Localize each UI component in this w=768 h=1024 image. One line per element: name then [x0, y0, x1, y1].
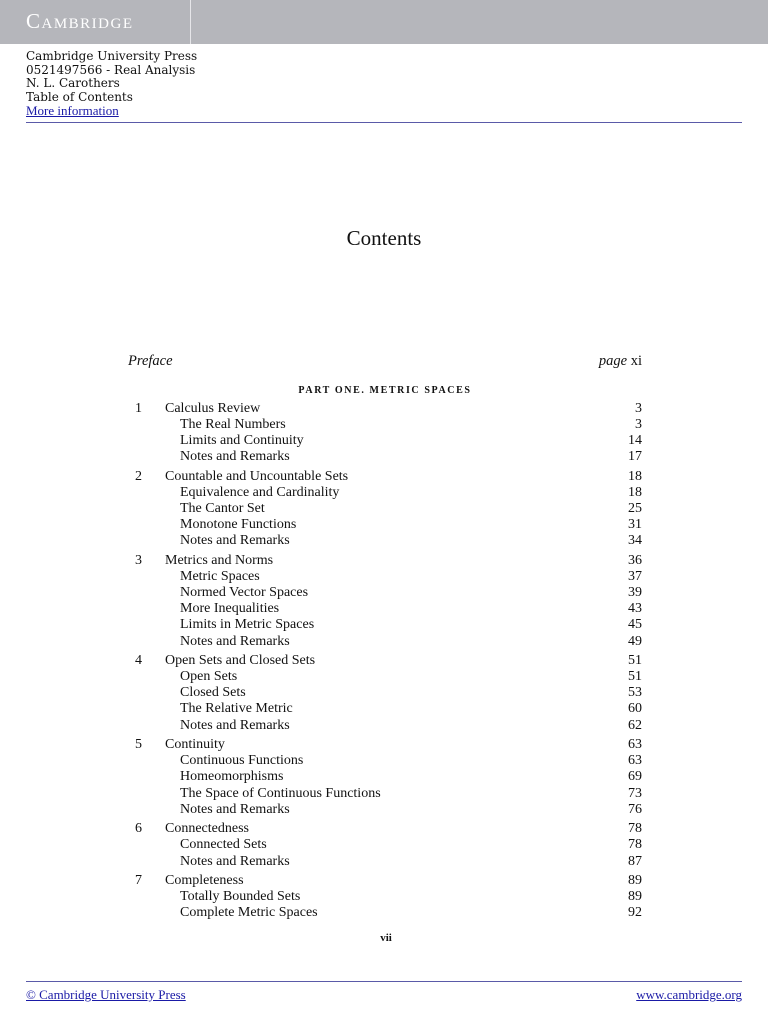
toc-chapter [128, 873, 642, 921]
section-page-number: 18 [628, 485, 642, 501]
section-title: More Inequalities [180, 601, 280, 617]
section-title: The Cantor Set [180, 501, 265, 517]
toc-section-row [128, 837, 642, 853]
chapter-number: 4 [135, 653, 142, 669]
section-title: Equivalence and Cardinality [180, 485, 340, 501]
chapter-number: 1 [135, 401, 142, 416]
toc-section-row [128, 433, 642, 449]
chapter-page-number: 3 [635, 401, 642, 416]
preface-page [599, 353, 642, 370]
toc-section-row [128, 634, 642, 650]
toc-section-row [128, 685, 642, 701]
toc-section-row [128, 769, 642, 785]
section-title: The Real Numbers [180, 417, 286, 433]
section-name: Table of Contents [26, 89, 133, 104]
section-page-number: 31 [628, 517, 642, 533]
toc-chapter [128, 469, 642, 549]
preface-title: Preface [128, 353, 173, 369]
chapter-page-number: 51 [628, 653, 642, 669]
toc-section-row [128, 701, 642, 717]
toc-chapter-row [128, 821, 642, 837]
section-page-number: 49 [628, 633, 642, 649]
more-information-link[interactable]: More information [26, 103, 119, 118]
section-page-number: 39 [628, 585, 642, 601]
chapter-title: Continuity [165, 737, 225, 753]
page-word: page [598, 353, 628, 369]
toc-chapter [128, 821, 642, 869]
section-page-number: 37 [628, 569, 642, 585]
footer-divider [26, 981, 742, 982]
chapter-number: 7 [135, 873, 142, 889]
section-title: Homeomorphisms [180, 769, 284, 785]
toc-section-row [128, 517, 642, 533]
section-page-number: 62 [628, 717, 642, 733]
section-title: Limits and Continuity [180, 433, 304, 449]
section-title: Notes and Remarks [180, 633, 290, 649]
chapter-title: Calculus Review [165, 401, 261, 416]
section-page-number: 69 [628, 769, 642, 785]
page-title: Contents [346, 226, 422, 250]
publisher-logo: Cambridge [26, 9, 134, 33]
chapter-page-number: 63 [628, 737, 642, 753]
section-title: The Space of Continuous Functions [180, 785, 381, 801]
toc-section-row [128, 533, 642, 549]
author: N. L. Carothers [26, 76, 120, 90]
section-page-number: 89 [628, 889, 642, 905]
toc-chapter-row [128, 469, 642, 485]
section-title: Complete Metric Spaces [180, 905, 318, 921]
toc-section-row [128, 449, 642, 465]
section-page-number: 78 [628, 837, 642, 853]
toc-section-row [128, 601, 642, 617]
section-page-number: 25 [628, 501, 642, 517]
section-title: Normed Vector Spaces [180, 585, 309, 601]
section-page-number: 87 [628, 853, 642, 869]
toc-chapter [128, 737, 642, 817]
toc-section-row [128, 753, 642, 769]
header-bar [0, 0, 768, 44]
section-page-number: 76 [628, 801, 642, 817]
toc-section-row [128, 417, 642, 433]
section-title: Monotone Functions [180, 517, 297, 533]
publisher-name: Cambridge University Press [26, 49, 198, 63]
website-link[interactable]: www.cambridge.org [636, 987, 742, 1002]
section-title: Limits in Metric Spaces [180, 617, 315, 633]
toc-chapter-row [128, 653, 642, 669]
toc-chapter [128, 401, 642, 465]
section-page-number: 45 [628, 617, 642, 633]
book-metadata [26, 50, 197, 119]
toc-section-row [128, 585, 642, 601]
section-page-number: 43 [628, 601, 642, 617]
section-page-number: 63 [628, 753, 642, 769]
toc-section-row [128, 569, 642, 585]
toc-section-row [128, 889, 642, 905]
chapter-page-number: 89 [628, 873, 642, 889]
toc-preface-row [128, 353, 642, 371]
section-page-number: 73 [628, 785, 642, 801]
section-title: Notes and Remarks [180, 853, 290, 869]
toc-section-row [128, 501, 642, 517]
page-folio: vii [380, 932, 392, 944]
chapter-number: 6 [135, 821, 142, 837]
preface-page-number: xi [630, 353, 642, 369]
toc-section-row [128, 786, 642, 802]
toc-section-row [128, 617, 642, 633]
section-title: Connected Sets [180, 837, 267, 853]
section-page-number: 17 [628, 449, 642, 465]
toc-section-row [128, 485, 642, 501]
toc-section-row [128, 854, 642, 870]
toc-chapter-row [128, 873, 642, 889]
section-title: Notes and Remarks [180, 449, 290, 465]
toc-chapter [128, 553, 642, 650]
toc-section-row [128, 669, 642, 685]
toc-chapter [128, 653, 642, 733]
part-heading: PART ONE. METRIC SPACES [298, 385, 472, 396]
section-title: The Relative Metric [180, 701, 293, 717]
header-divider [26, 122, 742, 123]
section-title: Notes and Remarks [180, 801, 290, 817]
chapter-title: Completeness [165, 873, 244, 889]
section-page-number: 92 [628, 905, 642, 921]
chapter-page-number: 36 [628, 553, 642, 569]
toc-section-row [128, 718, 642, 734]
section-title: Continuous Functions [180, 753, 304, 769]
toc-chapter-row [128, 401, 642, 417]
chapter-number: 3 [135, 553, 142, 569]
section-title: Totally Bounded Sets [180, 889, 301, 905]
section-page-number: 3 [635, 417, 642, 433]
section-title: Notes and Remarks [180, 533, 290, 549]
section-title: Closed Sets [180, 685, 246, 701]
chapter-number: 5 [135, 737, 142, 753]
chapter-title: Open Sets and Closed Sets [165, 653, 316, 669]
toc-section-row [128, 802, 642, 818]
section-page-number: 34 [628, 533, 642, 549]
toc-section-row [128, 905, 642, 921]
chapter-number: 2 [135, 468, 142, 484]
chapter-page-number: 18 [628, 468, 642, 484]
section-page-number: 53 [628, 685, 642, 701]
section-page-number: 51 [628, 669, 642, 685]
table-of-contents [128, 401, 642, 925]
section-title: Metric Spaces [180, 569, 260, 585]
section-title: Notes and Remarks [180, 717, 290, 733]
chapter-title: Countable and Uncountable Sets [165, 468, 349, 484]
section-title: Open Sets [180, 669, 238, 685]
section-page-number: 60 [628, 701, 642, 717]
toc-chapter-row [128, 737, 642, 753]
isbn-title: 0521497566 - Real Analysis [26, 62, 196, 77]
toc-chapter-row [128, 553, 642, 569]
section-page-number: 14 [628, 433, 642, 449]
chapter-page-number: 78 [628, 821, 642, 837]
copyright-link[interactable]: © Cambridge University Press [26, 987, 186, 1002]
brand-logo-box [0, 0, 191, 44]
chapter-title: Metrics and Norms [165, 553, 274, 569]
chapter-title: Connectedness [165, 821, 249, 837]
